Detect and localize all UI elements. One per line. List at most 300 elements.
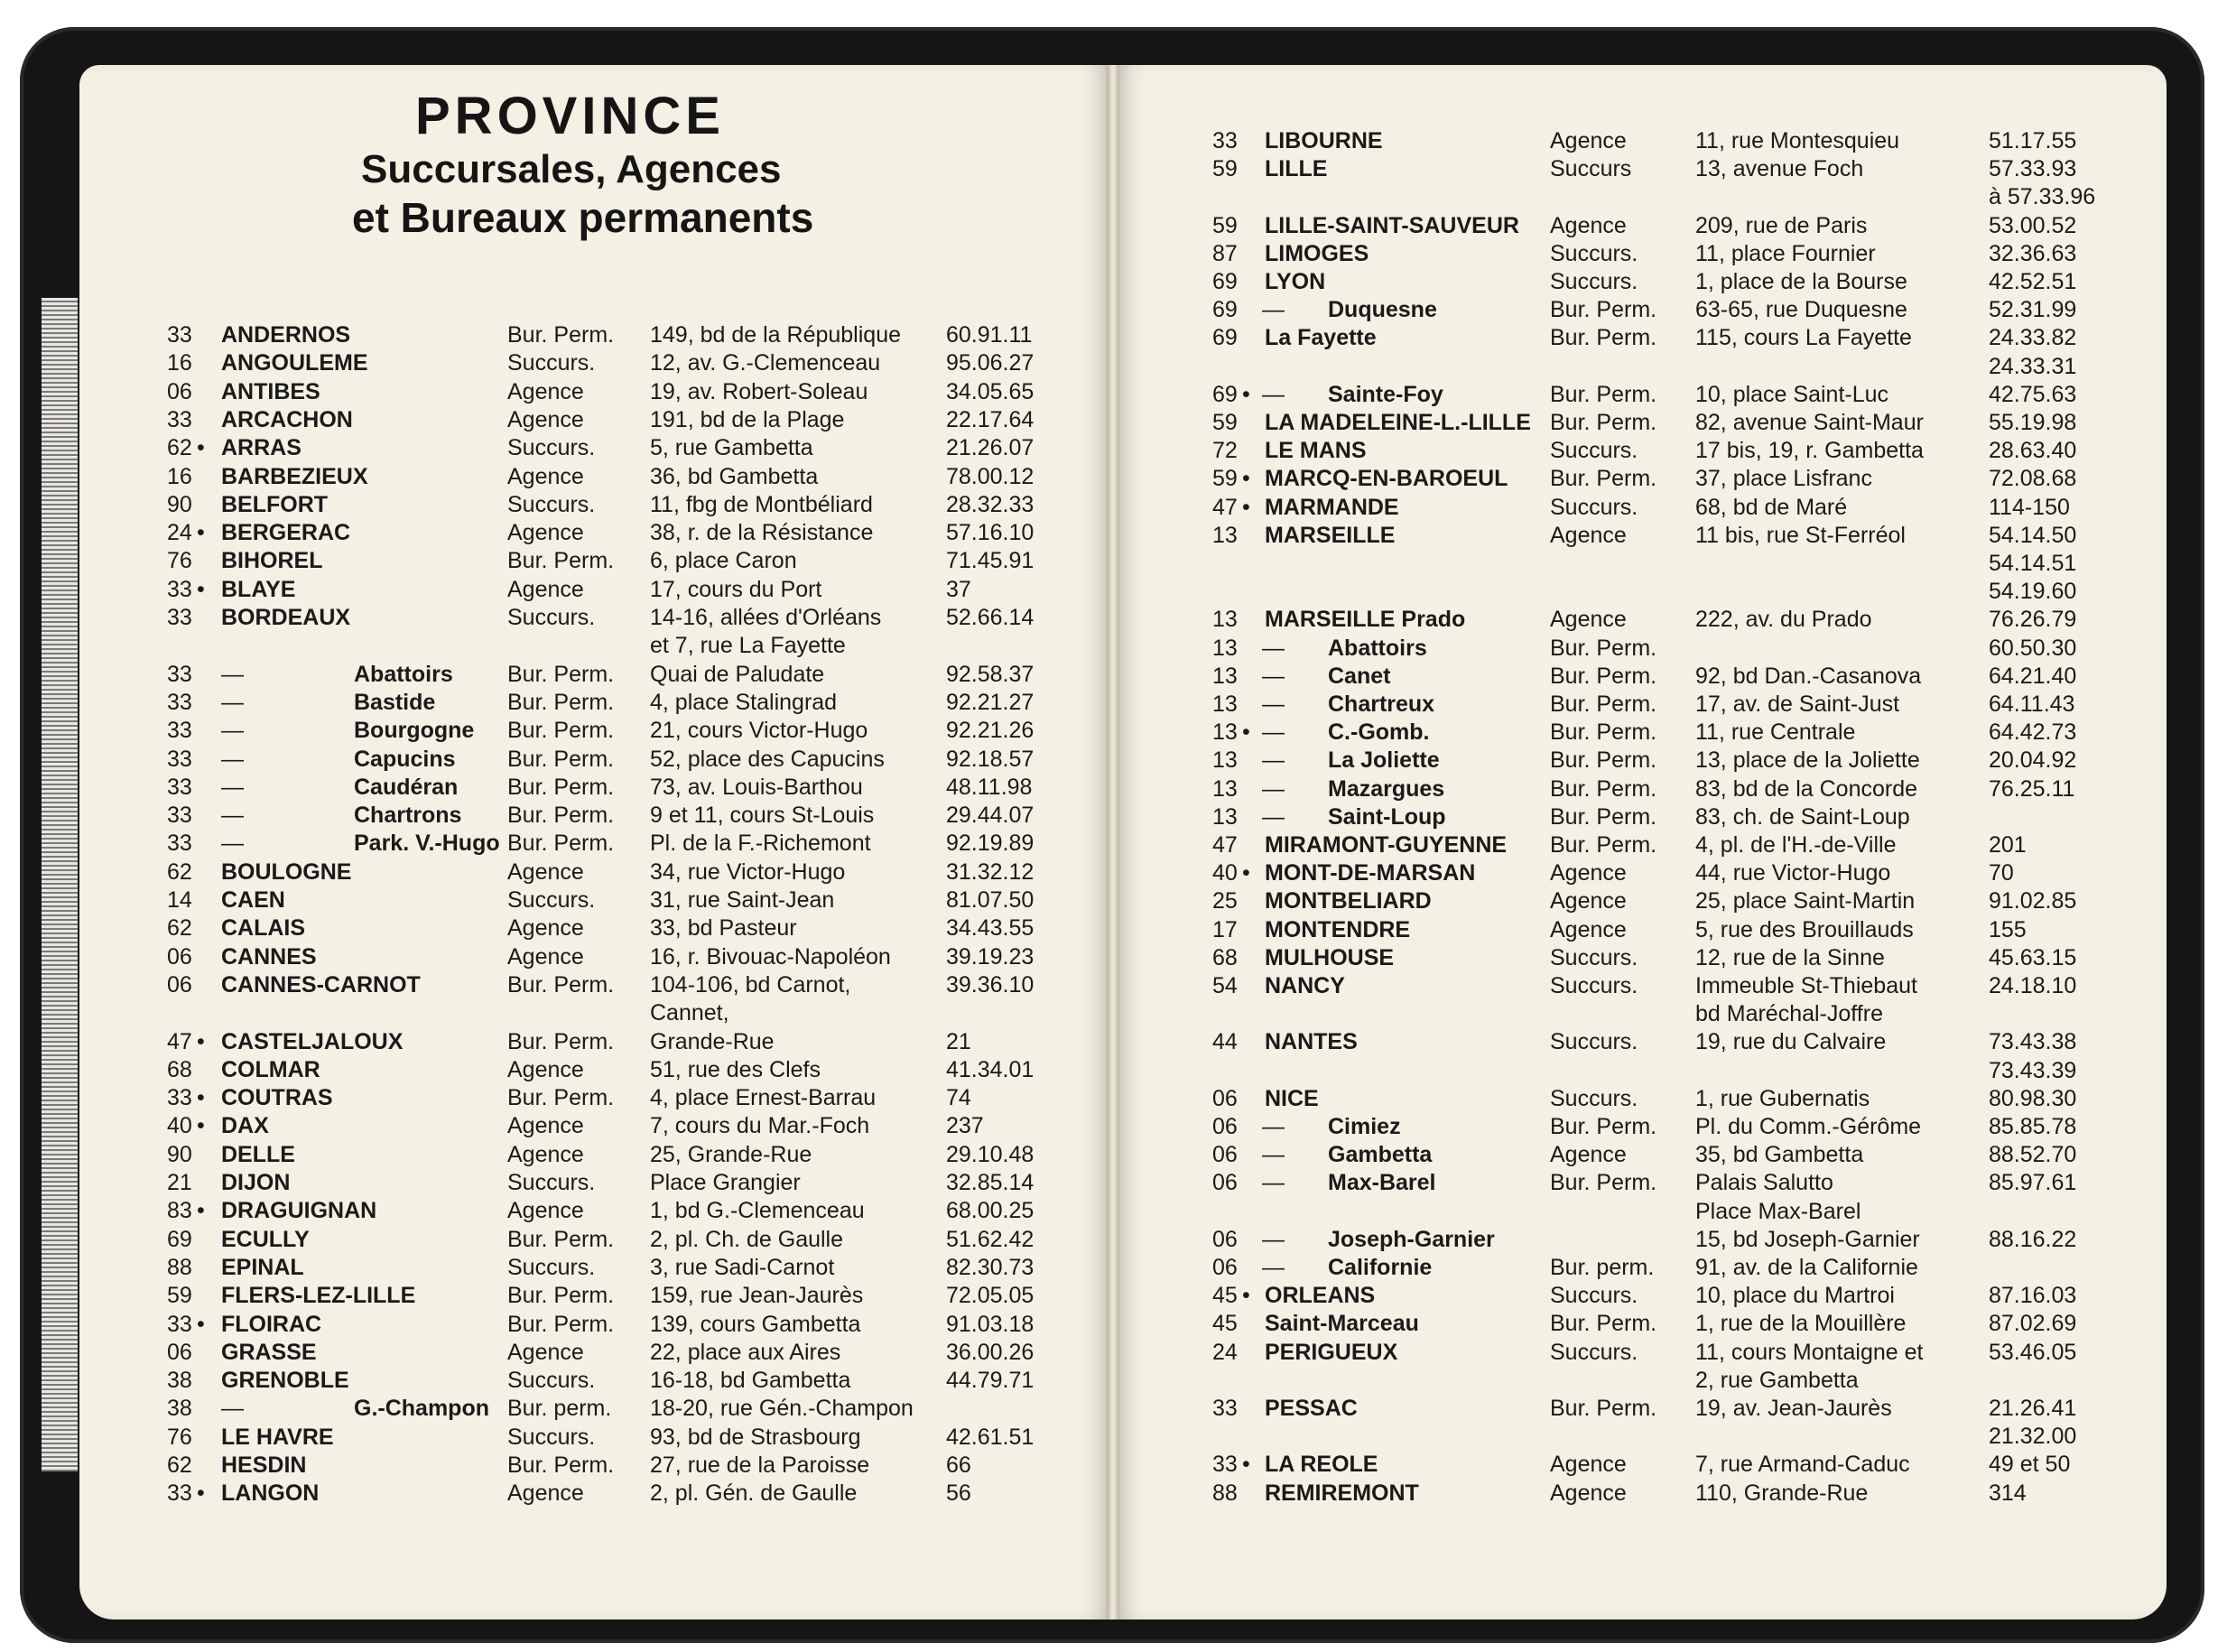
star-marker: • [1242, 1452, 1250, 1478]
dept-code: 33 [167, 803, 192, 829]
star-marker: • [197, 1480, 205, 1507]
office-type: Succurs. [1550, 1029, 1638, 1055]
office-address: 11, place Fournier [1695, 240, 1876, 266]
office-name: LIBOURNE [1265, 128, 1383, 153]
office-address: 7, cours du Mar.-Foch [650, 1113, 870, 1139]
office-address: 115, cours La Fayette [1695, 325, 1912, 351]
dept-code: 62 [167, 1452, 192, 1478]
directory-row [1212, 915, 2160, 944]
office-phone: 20.04.92 [1989, 747, 2077, 774]
directory-row [167, 1196, 1106, 1225]
office-name: GRASSE [221, 1339, 317, 1365]
office-name: CASTELJALOUX [221, 1028, 404, 1054]
office-name: DAX [221, 1113, 269, 1139]
office-type: Bur. Perm. [1550, 1170, 1657, 1196]
dept-code: 33 [1212, 1396, 1238, 1421]
office-name: DRAGUIGNAN [221, 1198, 377, 1224]
directory-row [167, 1281, 1106, 1310]
directory-row [167, 1479, 1106, 1508]
directory-row [167, 942, 1106, 971]
dept-code: 54 [1212, 973, 1238, 998]
office-name: Gambetta [1328, 1142, 1433, 1168]
office-address: 104-106, bd Carnot, [650, 971, 851, 998]
dept-code: 47 [1212, 832, 1238, 858]
dept-code: 76 [167, 1424, 192, 1450]
office-type: Succurs. [507, 887, 596, 913]
office-name: Saint-Loup [1328, 803, 1446, 830]
office-phone: 24.33.82 [1989, 325, 2077, 351]
dept-code: 25 [1212, 888, 1238, 914]
office-address: 36, bd Gambetta [650, 463, 819, 489]
office-phone: 201 [1989, 832, 2027, 858]
dept-code: 13 [1212, 719, 1238, 746]
dept-code: 38 [167, 1368, 192, 1394]
office-name: Saint-Marceau [1265, 1311, 1419, 1337]
dept-code: 33 [167, 661, 192, 687]
office-phone: 314 [1989, 1480, 2027, 1506]
dept-code: 24 [167, 520, 192, 546]
office-address: 33, bd Pasteur [650, 915, 797, 942]
office-phone: 85.85.78 [1989, 1114, 2077, 1139]
directory-row [167, 716, 1106, 745]
directory-row [1212, 1168, 2160, 1197]
sub-dash: — [1262, 1170, 1285, 1196]
office-type: Bur. Perm. [1550, 466, 1657, 492]
office-phone: 57.33.93 [1989, 156, 2077, 182]
dept-code: 47 [167, 1028, 192, 1054]
directory-row [1212, 323, 2160, 352]
star-marker: • [197, 1113, 205, 1139]
office-phone: 29.10.48 [946, 1141, 1035, 1167]
office-phone: 92.21.27 [946, 689, 1035, 715]
directory-row [1212, 858, 2160, 887]
dept-code: 17 [1212, 916, 1238, 942]
star-marker: • [197, 1085, 205, 1111]
office-name: MIRAMONT-GUYENNE [1265, 832, 1508, 858]
office-phone: 87.16.03 [1989, 1283, 2077, 1309]
office-address: 11, rue Montesquieu [1695, 128, 1900, 153]
office-address: 9 et 11, cours St-Louis [650, 803, 875, 829]
office-name: ARCACHON [221, 406, 353, 432]
directory-row [1212, 1225, 2160, 1254]
office-name: Chartreux [1328, 691, 1435, 717]
dept-code: 45 [1212, 1311, 1238, 1337]
office-address: 11, fbg de Montbéliard [650, 491, 873, 517]
sub-dash: — [1262, 1226, 1285, 1252]
directory-row [1212, 154, 2160, 183]
directory-row [1212, 126, 2160, 155]
dept-code: 59 [1212, 410, 1238, 435]
office-name: NANTES [1265, 1029, 1358, 1055]
office-type: Succurs. [507, 1368, 596, 1394]
office-address: 83, ch. de Saint-Loup [1695, 803, 1910, 830]
office-type: Agence [507, 520, 584, 546]
dept-code: 13 [1212, 803, 1238, 830]
office-name: Californie [1328, 1255, 1433, 1280]
office-phone: 80.98.30 [1989, 1085, 2077, 1111]
office-phone: 21.26.07 [946, 435, 1035, 461]
office-type: Succurs. [507, 605, 596, 630]
office-phone: à 57.33.96 [1989, 184, 2096, 210]
office-type: Bur. Perm. [1550, 1114, 1657, 1139]
office-name: REMIREMONT [1265, 1480, 1419, 1506]
office-name: Cimiez [1328, 1114, 1401, 1139]
dept-code: 33 [167, 322, 192, 348]
directory-row [167, 829, 1106, 858]
dept-code: 45 [1212, 1283, 1238, 1309]
directory-row [167, 1140, 1106, 1169]
dept-code: 24 [1212, 1339, 1238, 1365]
sub-dash: — [221, 774, 244, 800]
directory-row [1212, 886, 2160, 915]
office-type: Bur. Perm. [1550, 1396, 1657, 1421]
office-phone: 39.36.10 [946, 971, 1035, 998]
office-address: et 7, rue La Fayette [650, 633, 846, 659]
office-phone: 36.00.26 [946, 1339, 1035, 1365]
office-type: Succurs. [1550, 240, 1638, 266]
office-name: DELLE [221, 1141, 295, 1167]
office-phone: 53.46.05 [1989, 1339, 2077, 1365]
office-name: Max-Barel [1328, 1170, 1436, 1196]
directory-row [1212, 1112, 2160, 1141]
star-marker: • [197, 520, 205, 546]
office-address: 13, avenue Foch [1695, 156, 1864, 182]
office-name: G.-Champon [354, 1396, 489, 1422]
office-type: Succurs. [1550, 944, 1638, 970]
office-type: Bur. Perm. [1550, 691, 1657, 717]
directory-row [167, 745, 1106, 774]
office-name: Park. V.-Hugo [354, 831, 500, 857]
office-phone: 31.32.12 [946, 858, 1035, 885]
dept-code: 40 [167, 1113, 192, 1139]
office-type: Bur. Perm. [1550, 381, 1657, 407]
page-subtitle-line-1: Succursales, Agences [361, 147, 782, 191]
office-type: Succurs. [1550, 973, 1638, 998]
sub-dash: — [1262, 635, 1285, 661]
star-marker: • [197, 435, 205, 461]
dept-code: 33 [167, 605, 192, 630]
office-phone: 55.19.98 [1989, 410, 2077, 435]
office-phone: 68.00.25 [946, 1198, 1035, 1224]
star-marker: • [197, 576, 205, 602]
directory-row [1212, 1281, 2160, 1310]
office-phone: 52.31.99 [1989, 297, 2077, 323]
star-marker: • [197, 1028, 205, 1054]
directory-row [167, 1394, 1106, 1423]
office-type: Agence [1550, 1452, 1627, 1478]
office-type: Agence [1550, 522, 1627, 548]
directory-row [1212, 831, 2160, 859]
dept-code: 68 [167, 1056, 192, 1082]
directory-row [167, 631, 1106, 660]
dept-code: 72 [1212, 438, 1238, 464]
office-name: ARRAS [221, 435, 302, 461]
office-type: Bur. Perm. [507, 661, 615, 687]
dept-code: 38 [167, 1396, 192, 1422]
office-address: 16, r. Bivouac-Napoléon [650, 943, 891, 970]
directory-row [167, 405, 1106, 434]
office-address: 52, place des Capucins [650, 746, 885, 772]
directory-row [1212, 718, 2160, 747]
office-name: MARCQ-EN-BAROEUL [1265, 466, 1508, 492]
office-type: Agence [1550, 128, 1627, 153]
office-name: CANNES [221, 943, 317, 970]
dept-code: 14 [167, 887, 192, 913]
office-address: 15, bd Joseph-Garnier [1695, 1226, 1920, 1252]
office-type: Bur. Perm. [507, 971, 615, 998]
office-type: Bur. Perm. [1550, 719, 1657, 746]
office-address: Quai de Paludate [650, 661, 825, 687]
directory-row [1212, 775, 2160, 803]
office-address: 2, pl. Gén. de Gaulle [650, 1480, 858, 1507]
directory-row [1212, 408, 2160, 437]
dept-code: 47 [1212, 494, 1238, 520]
office-address: 82, avenue Saint-Maur [1695, 410, 1924, 435]
dept-code: 59 [1212, 156, 1238, 182]
sub-dash: — [1262, 381, 1285, 407]
office-address: 1, rue de la Mouillère [1695, 1311, 1907, 1337]
office-type: Bur. Perm. [507, 1452, 615, 1478]
directory-row [167, 886, 1106, 914]
office-phone: 60.91.11 [946, 322, 1033, 348]
directory-row [1212, 182, 2160, 211]
office-phone: 41.34.01 [946, 1056, 1035, 1082]
dept-code: 69 [1212, 297, 1238, 323]
office-name: Bourgogne [354, 718, 475, 744]
office-address: 1, rue Gubernatis [1695, 1085, 1870, 1111]
office-type: Agence [507, 1480, 584, 1507]
page-header [271, 86, 1047, 242]
office-name: Mazargues [1328, 775, 1445, 802]
office-address: 3, rue Sadi-Carnot [650, 1254, 835, 1280]
dept-code: 62 [167, 915, 192, 942]
directory-row [1212, 267, 2160, 296]
office-address: 35, bd Gambetta [1695, 1142, 1864, 1168]
star-marker: • [1242, 466, 1250, 492]
office-phone: 81.07.50 [946, 887, 1035, 913]
directory-row [1212, 1366, 2160, 1395]
directory-row [1212, 605, 2160, 634]
office-name: BELFORT [221, 491, 329, 517]
office-type: Bur. Perm. [1550, 635, 1657, 661]
office-address: Place Max-Barel [1695, 1198, 1861, 1224]
office-address: 7, rue Armand-Caduc [1695, 1452, 1910, 1478]
page-title: PROVINCE [415, 87, 725, 145]
office-phone: 64.42.73 [1989, 719, 2077, 746]
directory-row [1212, 521, 2160, 550]
office-name: MARSEILLE Prado [1265, 607, 1466, 633]
office-address: 92, bd Dan.-Casanova [1695, 663, 1922, 689]
directory-row [1212, 1056, 2160, 1085]
dept-code: 76 [167, 548, 192, 574]
office-type: Agence [507, 1339, 584, 1365]
directory-row [167, 320, 1106, 349]
office-phone: 53.00.52 [1989, 212, 2077, 238]
office-name: GRENOBLE [221, 1368, 349, 1394]
dept-code: 33 [1212, 1452, 1238, 1478]
directory-row [167, 1423, 1106, 1452]
office-type: Succurs. [1550, 438, 1638, 464]
office-phone: 64.21.40 [1989, 663, 2077, 689]
office-type: Agence [1550, 1480, 1627, 1506]
office-name: FLOIRAC [221, 1311, 322, 1337]
office-phone: 95.06.27 [946, 350, 1035, 376]
page-subtitle-line-2: et Bureaux permanents [352, 194, 814, 241]
office-phone: 88.16.22 [1989, 1226, 2077, 1252]
dept-code: 69 [1212, 325, 1238, 351]
office-name: FLERS-LEZ-LILLE [221, 1283, 416, 1309]
office-type: Agence [1550, 860, 1627, 886]
directory-row [167, 490, 1106, 519]
office-name: MARSEILLE [1265, 522, 1396, 548]
sub-dash: — [221, 746, 244, 772]
office-name: ECULLY [221, 1226, 310, 1252]
dept-code: 33 [1212, 128, 1238, 153]
office-address: 19, av. Jean-Jaurès [1695, 1396, 1892, 1421]
directory-row [167, 801, 1106, 830]
office-name: BERGERAC [221, 520, 351, 546]
directory-row [167, 914, 1106, 942]
dept-code: 87 [1212, 240, 1238, 266]
office-phone: 34.05.65 [946, 378, 1035, 404]
dept-code: 13 [1212, 747, 1238, 774]
directory-row [1212, 1394, 2160, 1423]
office-address: 51, rue des Clefs [650, 1056, 821, 1082]
office-phone: 92.18.57 [946, 746, 1035, 772]
directory-row [1212, 436, 2160, 465]
sub-dash: — [221, 718, 244, 744]
dept-code: 59 [1212, 212, 1238, 238]
office-name: Caudéran [354, 774, 459, 800]
office-type: Bur. Perm. [507, 1028, 615, 1054]
star-marker: • [197, 1311, 205, 1337]
office-type: Bur. Perm. [507, 1085, 615, 1111]
dept-code: 88 [1212, 1480, 1238, 1506]
office-name: MONTENDRE [1265, 916, 1411, 942]
directory-row [1212, 493, 2160, 522]
office-name: LILLE [1265, 156, 1328, 182]
office-type: Succurs [1550, 156, 1632, 182]
directory-row [1212, 943, 2160, 972]
dept-code: 06 [1212, 1085, 1238, 1111]
office-type: Bur. Perm. [1550, 325, 1657, 351]
office-phone: 32.85.14 [946, 1170, 1035, 1195]
office-phone: 24.18.10 [1989, 973, 2077, 998]
office-address: 25, Grande-Rue [650, 1141, 812, 1167]
directory-row [1212, 549, 2160, 578]
office-name: BOULOGNE [221, 858, 352, 885]
office-type: Bur. Perm. [507, 803, 615, 829]
office-address: 18-20, rue Gén.-Champon [650, 1396, 914, 1422]
office-phone: 49 et 50 [1989, 1452, 2071, 1478]
office-type: Agence [507, 463, 584, 489]
office-address: 68, bd de Maré [1695, 494, 1848, 520]
dept-code: 33 [167, 718, 192, 744]
dept-code: 90 [167, 1141, 192, 1167]
office-address: 2, pl. Ch. de Gaulle [650, 1226, 844, 1252]
office-type: Bur. Perm. [1550, 663, 1657, 689]
office-phone: 85.97.61 [1989, 1170, 2077, 1196]
directory-row [167, 1111, 1106, 1140]
directory-row [167, 1310, 1106, 1339]
office-address: 19, av. Robert-Soleau [650, 378, 868, 404]
sub-dash: — [1262, 663, 1285, 689]
directory-row [1212, 999, 2160, 1028]
office-name: LE HAVRE [221, 1424, 334, 1450]
office-phone: 21.32.00 [1989, 1424, 2077, 1450]
directory-row [1212, 1197, 2160, 1226]
sub-dash: — [1262, 775, 1285, 802]
office-type: Bur. Perm. [1550, 1311, 1657, 1337]
office-address: Pl. de la F.-Richemont [650, 831, 871, 857]
office-type: Succurs. [507, 1254, 596, 1280]
office-phone: 73.43.38 [1989, 1029, 2077, 1055]
office-phone: 34.43.55 [946, 915, 1035, 942]
star-marker: • [1242, 860, 1250, 886]
office-type: Succurs. [507, 1170, 596, 1195]
office-name: Canet [1328, 663, 1391, 689]
sub-dash: — [1262, 1142, 1285, 1168]
office-phone: 52.66.14 [946, 605, 1035, 630]
office-phone: 32.36.63 [1989, 240, 2077, 266]
dept-code: 21 [167, 1170, 192, 1195]
office-address: 19, rue du Calvaire [1695, 1029, 1887, 1055]
office-phone: 51.17.55 [1989, 128, 2077, 153]
directory-row [167, 1451, 1106, 1480]
directory-row [1212, 1084, 2160, 1113]
office-phone: 39.19.23 [946, 943, 1035, 970]
office-phone: 70 [1989, 860, 2014, 886]
office-address: 12, av. G.-Clemenceau [650, 350, 881, 376]
office-name: BORDEAUX [221, 605, 351, 630]
office-address: 83, bd de la Concorde [1695, 775, 1918, 802]
office-phone: 73.43.39 [1989, 1057, 2077, 1083]
office-phone: 21.26.41 [1989, 1396, 2077, 1421]
directory-row [167, 1225, 1106, 1254]
dept-code: 40 [1212, 860, 1238, 886]
office-name: LYON [1265, 269, 1326, 294]
office-type: Bur. Perm. [1550, 832, 1657, 858]
directory-row [167, 348, 1106, 377]
office-name: Duquesne [1328, 297, 1437, 323]
office-name: Abattoirs [1328, 635, 1427, 661]
office-address: 21, cours Victor-Hugo [650, 718, 868, 744]
directory-row [167, 575, 1106, 604]
sub-dash: — [221, 831, 244, 857]
office-phone: 87.02.69 [1989, 1311, 2077, 1337]
office-name: LANGON [221, 1480, 320, 1507]
office-name: Chartrons [354, 803, 462, 829]
office-address: 222, av. du Prado [1695, 607, 1872, 633]
office-address: 139, cours Gambetta [650, 1311, 861, 1337]
office-type: Agence [507, 1056, 584, 1082]
star-marker: • [1242, 494, 1250, 520]
office-address: 17 bis, 19, r. Gambetta [1695, 438, 1924, 464]
directory-row [167, 546, 1106, 575]
directory-row [167, 433, 1106, 462]
directory-row [1212, 380, 2160, 409]
office-name: MONTBELIARD [1265, 888, 1432, 914]
office-phone: 76.26.79 [1989, 607, 2077, 633]
office-address: 4, pl. de l'H.-de-Ville [1695, 832, 1897, 858]
sub-dash: — [1262, 691, 1285, 717]
directory-row [167, 688, 1106, 717]
office-name: C.-Gomb. [1328, 719, 1430, 746]
sub-dash: — [1262, 803, 1285, 830]
dept-code: 69 [1212, 381, 1238, 407]
office-type: Agence [1550, 888, 1627, 914]
office-type: Agence [1550, 1142, 1627, 1168]
